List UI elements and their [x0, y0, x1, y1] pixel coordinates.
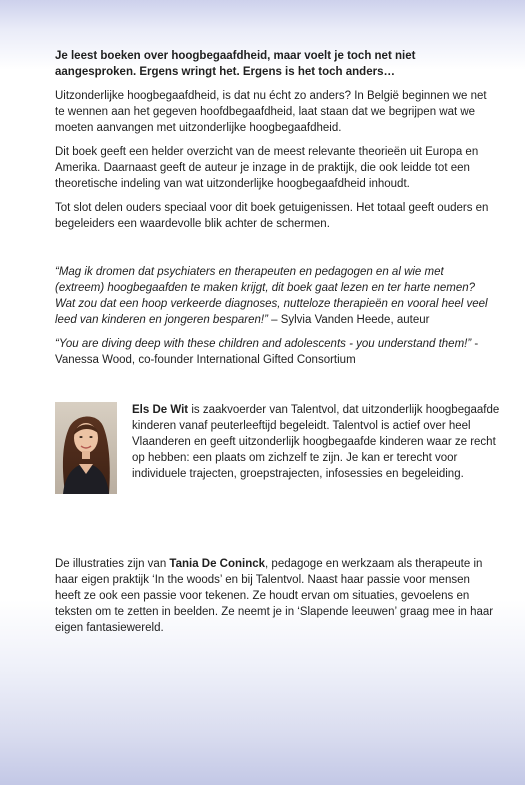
author-photo	[55, 402, 117, 494]
author-bio-text: is zaakvoerder van Talentvol, dat uitzonderlijk hoogbegaafde kinderen vanaf peuterleeftijd begeleidt. Talentvol is actief over heel Vlaanderen en geeft uitzonderlijk hoogbegaafde kinderen waar ze recht op hebben: een plaats om zichzelf te zijn. Je kan er terecht voor individuele trajecten, groepstrajecten, infosessies en begeleiding.	[132, 404, 500, 480]
author-bio	[132, 402, 504, 482]
author-name: Els De Wit	[132, 404, 189, 416]
paragraph-2: Dit boek geeft een helder overzicht van de meest relevante theorieën uit Europa en Amerika. Daarnaast geeft de auteur je inzage in de praktijk, die ook leidde tot een theoretische indeling van wat uitzonderlijke hoogbegaafdheid inhoudt.	[55, 146, 479, 190]
intro-text: Je leest boeken over hoogbegaafdheid, maar voelt je toch net niet aangesproken. Ergens wringt het. Ergens is het toch anders…	[55, 50, 416, 78]
paragraph-3: Tot slot delen ouders speciaal voor dit boek getuigenissen. Het totaal geeft ouders en begeleiders een waardevolle blik achter de schermen.	[55, 202, 489, 230]
quote-2-text: “You are diving deep with these children and adolescents - you understand them!”	[55, 338, 472, 350]
quote-1	[55, 264, 495, 328]
illustrator-bio: , pedagoge en werkzaam als therapeute in haar eigen praktijk ‘In the woods’ en bij Talentvol. Naast haar passie voor mensen heeft ze ook een passie voor tekenen. Ze houdt ervan om situaties, gevoelens en teksten om te zetten in beelden. Ze neemt je in ‘Slapende leeuwen’ graag mee in haar eigen fantasiewereld.	[55, 558, 494, 634]
author-section	[55, 402, 500, 522]
illustrator-text	[55, 556, 495, 636]
illustrator-name: Tania De Coninck	[169, 558, 266, 570]
quote-1-attribution: – Sylvia Vanden Heede, auteur	[267, 314, 430, 326]
quote-1-text: “Mag ik dromen dat psychiaters en therapeuten en pedagogen en al wie met (extreem) hoogbegaafden te maken krijgt, dit boek gaat lezen en ter harte nemen? Wat zou dat een hoop verkeerde diagnoses, nutteloze therapieën en vooral heel veel leed van kinderen en jongeren besparen!”	[55, 266, 488, 326]
back-cover-text	[55, 48, 500, 636]
illustrator-intro: De illustraties zijn van	[55, 558, 170, 570]
quote-2	[55, 336, 495, 368]
quote-2-attribution: - Vanessa Wood, co-founder International Gifted Consortium	[55, 338, 479, 366]
paragraph-1: Uitzonderlijke hoogbegaafdheid, is dat nu écht zo anders? In België beginnen we net te wennen aan het gegeven hoofdbegaafdheid, laat staan dat we begrijpen wat we moeten aanvangen met uitzonderlijke hoogbegaafdheid.	[55, 90, 487, 134]
